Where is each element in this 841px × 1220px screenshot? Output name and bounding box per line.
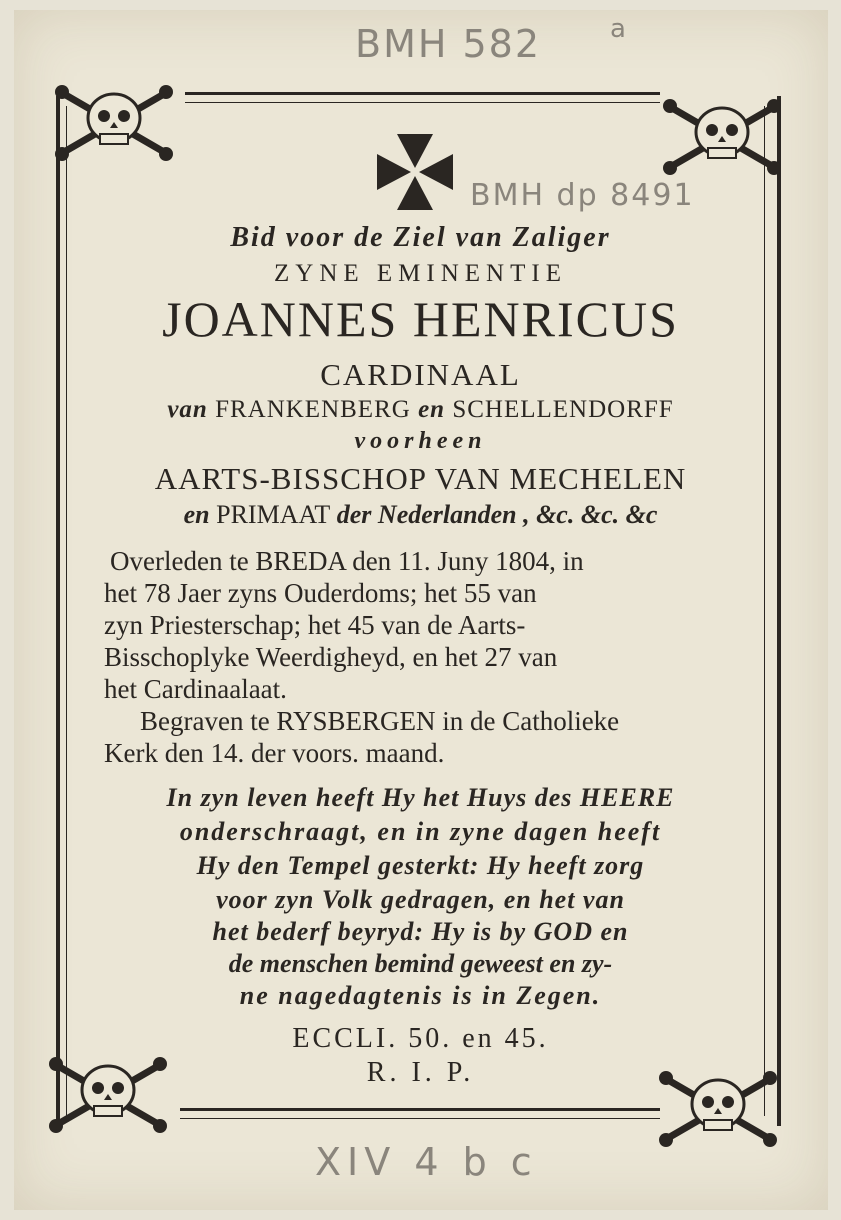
burial-line: Kerk den 14. der voors. maand. bbox=[104, 738, 445, 768]
skull-crossbones-icon bbox=[662, 96, 782, 176]
bio-line: het 78 Jaer zyns Ouderdoms; het 55 van bbox=[104, 578, 537, 608]
rest-in-peace: R. I. P. bbox=[366, 1057, 475, 1088]
archive-top-mark: a bbox=[610, 14, 628, 44]
archive-top-reference: BMH 582 bbox=[355, 22, 542, 66]
archive-bottom-reference: XIV 4 b c bbox=[315, 1140, 538, 1184]
maltese-cross-icon bbox=[374, 132, 456, 212]
verse-line: ne nagedagtenis is in Zegen. bbox=[239, 981, 602, 1010]
verse-line: het bederf beyryd: Hy is by GOD en bbox=[212, 917, 629, 946]
frame-bottom-rule bbox=[180, 1108, 660, 1111]
office-line bbox=[80, 461, 761, 497]
frame-bottom-rule-thin bbox=[180, 1118, 660, 1119]
bio-line: Bisschoplyke Weerdigheyd, en het 27 van bbox=[104, 642, 558, 672]
primate-prefix: en bbox=[183, 500, 210, 529]
archive-side-reference: BMH dp 8491 bbox=[470, 178, 695, 213]
primate-title: PRIMAAT bbox=[216, 500, 331, 529]
verse-line: In zyn leven heeft Hy het Huys des HEERE bbox=[166, 783, 675, 812]
office-see: MECHELEN bbox=[509, 461, 687, 496]
skull-crossbones-icon bbox=[54, 82, 174, 162]
family-name-1: FRANKENBERG bbox=[215, 396, 411, 423]
family-line bbox=[80, 396, 761, 424]
family-conjunction: en bbox=[418, 396, 446, 423]
family-name-2: SCHELLENDORFF bbox=[452, 396, 674, 423]
frame-top-rule-thin bbox=[185, 102, 660, 103]
verse-line: de menschen bemind geweest en zy- bbox=[228, 949, 613, 978]
office-of: VAN bbox=[434, 461, 501, 496]
title-line: ZYNE EMINENTIE bbox=[274, 260, 567, 287]
frame-top-rule bbox=[185, 92, 660, 95]
scripture-citation: ECCLI. 50. en 45. bbox=[292, 1023, 549, 1054]
bio-line: Overleden te BREDA den 11. Juny 1804, in bbox=[110, 546, 584, 576]
verse-line: onderschraagt, en in zyne dagen heeft bbox=[179, 817, 662, 846]
cardinal-name: JOANNES HENRICUS bbox=[162, 291, 679, 347]
prayer-line: Bid voor de Ziel van Zaliger bbox=[230, 222, 611, 253]
formerly-line: voorheen bbox=[354, 428, 487, 454]
family-prefix: van bbox=[167, 396, 208, 423]
office-title: AARTS-BISSCHOP bbox=[154, 461, 426, 496]
primate-line bbox=[80, 500, 761, 530]
verse-line: Hy den Tempel gesterkt: Hy heeft zorg bbox=[196, 851, 645, 880]
burial-line: Begraven te RYSBERGEN in de Catholieke bbox=[140, 706, 620, 736]
primate-of: der Nederlanden , &c. &c. &c bbox=[336, 500, 658, 529]
rank-line: CARDINAAL bbox=[320, 357, 521, 392]
bio-line: het Cardinaalaat. bbox=[104, 674, 287, 704]
bio-line: zyn Priesterschap; het 45 van de Aarts- bbox=[104, 610, 526, 640]
verse-line: voor zyn Volk gedragen, en het van bbox=[216, 885, 625, 914]
